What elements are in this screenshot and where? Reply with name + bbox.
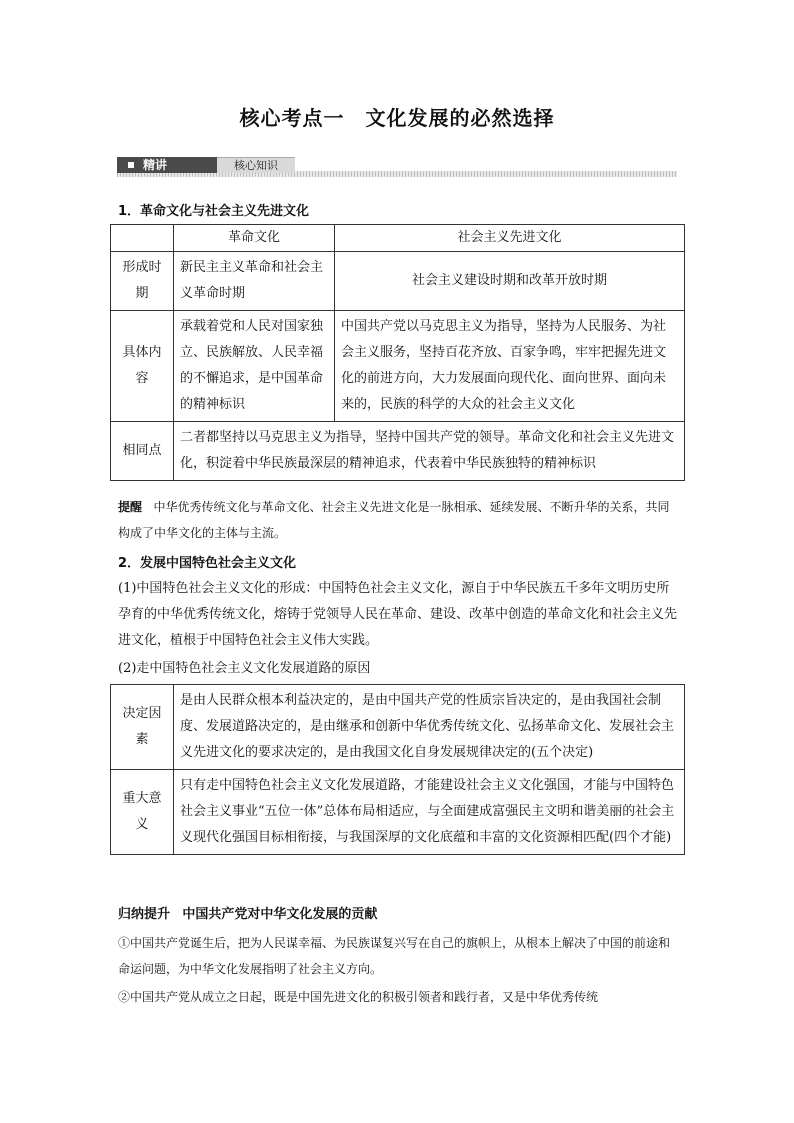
table-cell: 新民主主义革命和社会主义革命时期 xyxy=(174,252,335,311)
table-row xyxy=(111,311,685,422)
banner-tag xyxy=(117,157,217,173)
table-row xyxy=(111,422,685,481)
table-cell: 中国共产党以马克思主义为指导，坚持为人民服务、为社会主义服务，坚持百花齐放、百家争鸣，牢牢把握先进文化的前进方向，大力发展面向现代化、面向世界、面向未来的，民族的科学的大众的社会主义文化 xyxy=(335,311,685,422)
table-cell: 只有走中国特色社会主义文化发展道路，才能建设社会主义文化强国，才能与中国特色社会主义事业“五位一体”总体布局相适应，与全面建成富强民主文明和谐美丽的社会主义现代化强国目标相衔接，与我国深厚的文化底蕴和丰富的文化资源相匹配(四个才能) xyxy=(174,770,685,855)
banner-tag-label: 精讲 xyxy=(143,158,168,172)
table-cell: 二者都坚持以马克思主义为指导，坚持中国共产党的领导。革命文化和社会主义先进文化，积淀着中华民族最深层的精神追求，代表着中华民族独特的精神标识 xyxy=(174,422,685,481)
row-label: 决定因素 xyxy=(111,685,174,770)
table-header-cell: 革命文化 xyxy=(174,225,335,252)
summary-item: ①中国共产党诞生后，把为人民谋幸福、为民族谋复兴写在自己的旗帜上，从根本上解决了中国的前途和命运问题，为中华文化发展指明了社会主义方向。 xyxy=(118,936,671,976)
tip-note xyxy=(118,494,680,546)
row-label: 相同点 xyxy=(111,422,174,481)
banner-subtag: 核心知识 xyxy=(217,157,295,173)
tip-text: 中华优秀传统文化与革命文化、社会主义先进文化是一脉相承、延续发展、不断升华的关系，共同构成了中华文化的主体与主流。 xyxy=(118,500,670,540)
row-label: 重大意义 xyxy=(111,770,174,855)
section2-paragraph: (1)中国特色社会主义文化的形成：中国特色社会主义文化，源自于中华民族五千多年文明历史所孕育的中华优秀传统文化，熔铸于党领导人民在革命、建设、改革中创造的革命文化和社会主义先进文化，植根于中国特色社会主义伟大实践。 xyxy=(118,581,678,648)
square-icon xyxy=(128,162,134,168)
comparison-table xyxy=(110,224,685,481)
page-title: 核心考点一 文化发展的必然选择 xyxy=(239,106,555,130)
summary-label: 归纳提升 xyxy=(118,907,171,922)
row-label: 具体内容 xyxy=(111,311,174,422)
tip-label: 提醒 xyxy=(118,500,143,514)
summary-heading xyxy=(118,902,678,928)
table-row xyxy=(111,685,685,770)
table-header-cell xyxy=(111,225,174,252)
section2-subheading: (2)走中国特色社会主义文化发展道路的原因 xyxy=(118,661,371,676)
summary-title: 中国共产党对中华文化发展的贡献 xyxy=(182,907,378,922)
summary-item: ②中国共产党从成立之日起，既是中国先进文化的积极引领者和践行者，又是中华优秀传统 xyxy=(118,990,599,1004)
row-label: 形成时期 xyxy=(111,252,174,311)
section1-heading: 1．革命文化与社会主义先进文化 xyxy=(118,204,310,219)
table-cell: 是由人民群众根本利益决定的，是由中国共产党的性质宗旨决定的，是由我国社会制度、发展道路决定的，是由继承和创新中华优秀传统文化、弘扬革命文化、发展社会主义先进文化的要求决定的，是由我国文化自身发展规律决定的(五个决定) xyxy=(174,685,685,770)
reasons-table xyxy=(110,684,685,855)
table-cell: 承载着党和人民对国家独立、民族解放、人民幸福的不懈追求，是中国革命的精神标识 xyxy=(174,311,335,422)
table-cell: 社会主义建设时期和改革开放时期 xyxy=(335,252,685,311)
table-header-row xyxy=(111,225,685,252)
section-banner xyxy=(117,157,677,177)
section2-heading: 2．发展中国特色社会主义文化 xyxy=(118,556,297,571)
table-row xyxy=(111,770,685,855)
table-header-cell: 社会主义先进文化 xyxy=(335,225,685,252)
table-row xyxy=(111,252,685,311)
